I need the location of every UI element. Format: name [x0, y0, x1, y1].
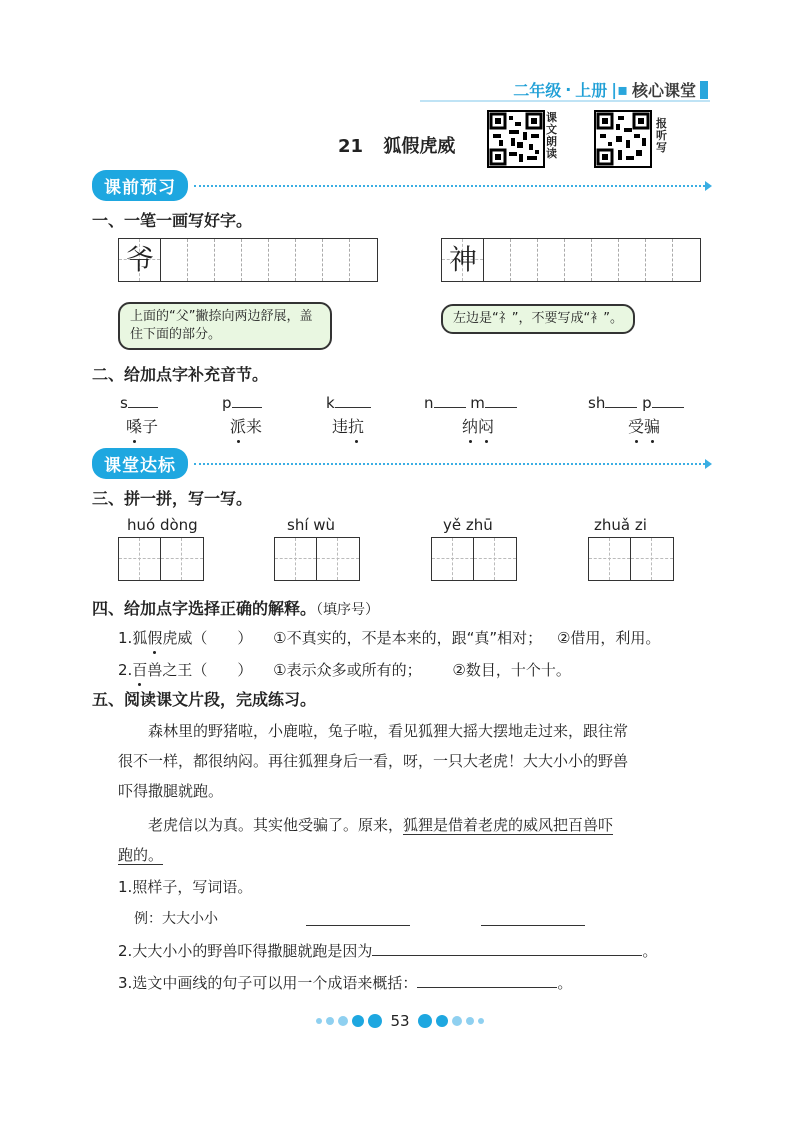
decor-dot: [478, 1018, 484, 1024]
option-2: ②借用，利用。: [556, 629, 661, 647]
model-char-ye: 爷: [125, 243, 154, 276]
q5-heading: 五、阅读课文片段，完成练习。: [92, 690, 317, 709]
q1-heading: 一、一笔一画写好字。: [92, 211, 253, 230]
practice-cell[interactable]: [188, 239, 215, 281]
dotted-char: 派: [230, 414, 246, 437]
volume-label: 上册: [575, 81, 608, 100]
passage-line: 森林里的野猪啦，小鹿啦，兔子啦，看见狐狸大摇大摆地走过来，跟往常: [148, 722, 629, 740]
answer-paren[interactable]: （ ）: [192, 629, 253, 647]
sub2-blank[interactable]: [372, 955, 642, 956]
option-1: ①表示众多或所有的；: [273, 661, 422, 679]
practice-cell[interactable]: [215, 239, 242, 281]
tian-cell[interactable]: [119, 538, 161, 580]
tip-bubble-shen: 左边是“礻”，不要写成“衤”。: [441, 304, 635, 334]
q2-item-shoupian: [588, 394, 684, 412]
q3-boxes-zhuazi[interactable]: [588, 537, 674, 581]
banner-classroom-title: 课堂达标: [92, 448, 188, 479]
tian-cell[interactable]: [275, 538, 317, 580]
q4-item-2: 2.百兽之王（ ） ①表示众多或所有的； ②数目，十个十。: [118, 661, 571, 679]
passage-underlined-end: 跑的。: [118, 846, 164, 864]
q2-item-sangzi: [120, 394, 158, 412]
qr-code-dictation[interactable]: [594, 110, 652, 168]
q4-heading: [92, 596, 379, 619]
q2-item-weikang: [326, 394, 371, 412]
dotted-char: 百: [132, 661, 148, 679]
decor-dot: [338, 1016, 348, 1026]
grade-label: 二年级: [513, 81, 562, 100]
option-2: ②数目，十个十。: [452, 661, 571, 679]
q3-pinyin-zhuazi: zhuǎ zi: [594, 516, 647, 534]
answer-paren[interactable]: （ ）: [192, 661, 253, 679]
tian-cell[interactable]: [631, 538, 673, 580]
dotted-char: 抗: [348, 414, 364, 437]
sub3-text: 选文中画线的句子可以用一个成语来概括：: [132, 974, 418, 992]
practice-cell[interactable]: [673, 239, 700, 281]
q2-heading: 二、给加点字补充音节。: [92, 365, 269, 384]
passage-underlined: 狐狸是借着老虎的威风把百兽吓: [403, 816, 614, 834]
decor-dot: [326, 1017, 334, 1025]
decor-dot: [418, 1014, 432, 1028]
practice-cell[interactable]: [323, 239, 350, 281]
q5-passage: [118, 716, 708, 870]
sub1-blank-1[interactable]: [306, 925, 410, 926]
decor-dot: [368, 1014, 382, 1028]
initial: n: [424, 394, 434, 412]
lesson-name: 狐假虎威: [383, 136, 456, 157]
answer-blank[interactable]: [335, 407, 371, 408]
tian-cell[interactable]: [317, 538, 359, 580]
banner-classroom: [92, 448, 712, 479]
q4-heading-text: 四、给加点字选择正确的解释。: [92, 599, 317, 618]
tian-cell[interactable]: [589, 538, 631, 580]
practice-cell[interactable]: [646, 239, 673, 281]
model-char-shen: 神: [448, 243, 477, 276]
passage-line: 很不一样，都很纳闷。再往狐狸身后一看，呀，一只大老虎！大大小小的野兽: [118, 752, 629, 770]
header-divider: |▪: [611, 80, 628, 99]
dotted-char: 闷: [478, 414, 494, 437]
q3-pinyin-shiwu: shí wù: [287, 516, 336, 534]
passage-line: [118, 810, 708, 840]
q1-grid-shen[interactable]: [441, 238, 701, 282]
tian-cell[interactable]: [474, 538, 516, 580]
page-footer: [0, 1012, 800, 1030]
dotted-char: 嗓: [126, 414, 142, 437]
q2-word-pailai: 派来: [230, 414, 262, 437]
tian-cell[interactable]: [161, 538, 203, 580]
option-1: ①不真实的，不是本来的，跟“真”相对；: [273, 629, 543, 647]
dotted-char: 纳: [462, 414, 478, 437]
q2-word-sangzi: 嗓子: [126, 414, 158, 437]
dotted-char: 假: [147, 629, 163, 647]
model-cell: [119, 239, 161, 281]
q5-example: 例：大大小小: [134, 911, 218, 927]
q5-sub2: [118, 940, 657, 961]
practice-cell[interactable]: [484, 239, 511, 281]
sub1-text: 照样子，写词语。: [132, 878, 253, 896]
practice-cell[interactable]: [296, 239, 323, 281]
q2-word-weikang: 违抗: [332, 414, 364, 437]
header-dot: ·: [565, 80, 572, 99]
item-number: 2.: [118, 942, 133, 960]
q2-item-pailai: [222, 394, 262, 412]
decor-dot: [466, 1017, 474, 1025]
initial: m: [470, 394, 485, 412]
tip-bubble-ye: 上面的“父”撇捺向两边舒展，盖住下面的部分。: [118, 302, 332, 350]
answer-blank[interactable]: [232, 407, 262, 408]
page-number: 53: [390, 1012, 410, 1030]
q3-pinyin-yezhu: yě zhū: [443, 516, 493, 534]
practice-cell[interactable]: [592, 239, 619, 281]
practice-cell[interactable]: [511, 239, 538, 281]
answer-blank[interactable]: [652, 407, 684, 408]
dotted-char: 骗: [644, 414, 660, 437]
answer-blank[interactable]: [128, 407, 158, 408]
qr-dictation-label: 报听写: [656, 117, 667, 154]
item-number: 1.: [118, 878, 133, 896]
sub2-text: 大大小小的野兽吓得撒腿就跑是因为: [132, 942, 373, 960]
practice-cell[interactable]: [565, 239, 592, 281]
sub3-end: 。: [557, 974, 573, 992]
item-number: 3.: [118, 974, 133, 992]
banner-preview: [92, 170, 712, 201]
practice-cell[interactable]: [242, 239, 269, 281]
banner-preview-title: 课前预习: [92, 170, 188, 201]
q3-heading: 三、拼一拼，写一写。: [92, 489, 253, 508]
sub1-blank-2[interactable]: [481, 925, 585, 926]
decor-dot: [436, 1015, 448, 1027]
q2-item-namen: [424, 394, 517, 412]
dotted-char: 受: [628, 414, 644, 437]
qr-reading-icon: [489, 112, 543, 166]
decor-dot: [352, 1015, 364, 1027]
answer-blank[interactable]: [485, 407, 517, 408]
tian-cell[interactable]: [432, 538, 474, 580]
practice-cell[interactable]: [161, 239, 188, 281]
q3-boxes-huodong[interactable]: [118, 537, 204, 581]
passage-plain: 老虎信以为真。其实他受骗了。原来，: [148, 816, 404, 834]
q5-sub3: [118, 972, 572, 993]
header-rule: [420, 100, 710, 102]
initial: sh: [588, 394, 606, 412]
qr-reading-label: 课文朗读: [546, 111, 557, 160]
q5-sub1: [118, 876, 252, 897]
item-number: 1.: [118, 629, 133, 647]
answer-blank[interactable]: [605, 407, 637, 408]
q3-boxes-yezhu[interactable]: [431, 537, 517, 581]
lesson-title: [338, 132, 455, 158]
q3-boxes-shiwu[interactable]: [274, 537, 360, 581]
decor-dot: [452, 1016, 462, 1026]
passage-line: [118, 840, 708, 870]
q4-item-1: 1.狐假虎威（ ） ①不真实的，不是本来的，跟“真”相对； ②借用，利用。: [118, 629, 661, 647]
book-header: [513, 78, 708, 101]
initial: p: [222, 394, 232, 412]
q4-heading-note: （填序号）: [316, 602, 380, 618]
answer-blank[interactable]: [434, 407, 466, 408]
initial: k: [326, 394, 335, 412]
practice-cell[interactable]: [538, 239, 565, 281]
decor-dot: [316, 1018, 322, 1024]
series-label: 核心课堂: [631, 81, 696, 100]
q1-grid-ye[interactable]: [118, 238, 378, 282]
item-number: 2.: [118, 661, 133, 679]
q2-word-namen: [462, 414, 494, 437]
practice-cell[interactable]: [269, 239, 296, 281]
model-cell: [442, 239, 484, 281]
initial: p: [642, 394, 652, 412]
sub3-blank[interactable]: [417, 987, 557, 988]
lesson-number: 21: [338, 136, 364, 157]
passage-line: 吓得撒腿就跑。: [118, 782, 224, 800]
header-bar: [700, 81, 708, 99]
q3-pinyin-huodong: huó dòng: [127, 516, 198, 534]
arrow-right-icon: [705, 181, 712, 191]
banner-dots: [194, 463, 705, 465]
qr-dictation-icon: [596, 112, 650, 166]
practice-cell[interactable]: [619, 239, 646, 281]
arrow-right-icon: [705, 459, 712, 469]
qr-code-reading[interactable]: [487, 110, 545, 168]
practice-cell[interactable]: [350, 239, 377, 281]
initial: s: [120, 394, 128, 412]
sub2-end: 。: [642, 942, 658, 960]
q2-word-shoupian: [628, 414, 660, 437]
banner-dots: [194, 185, 705, 187]
